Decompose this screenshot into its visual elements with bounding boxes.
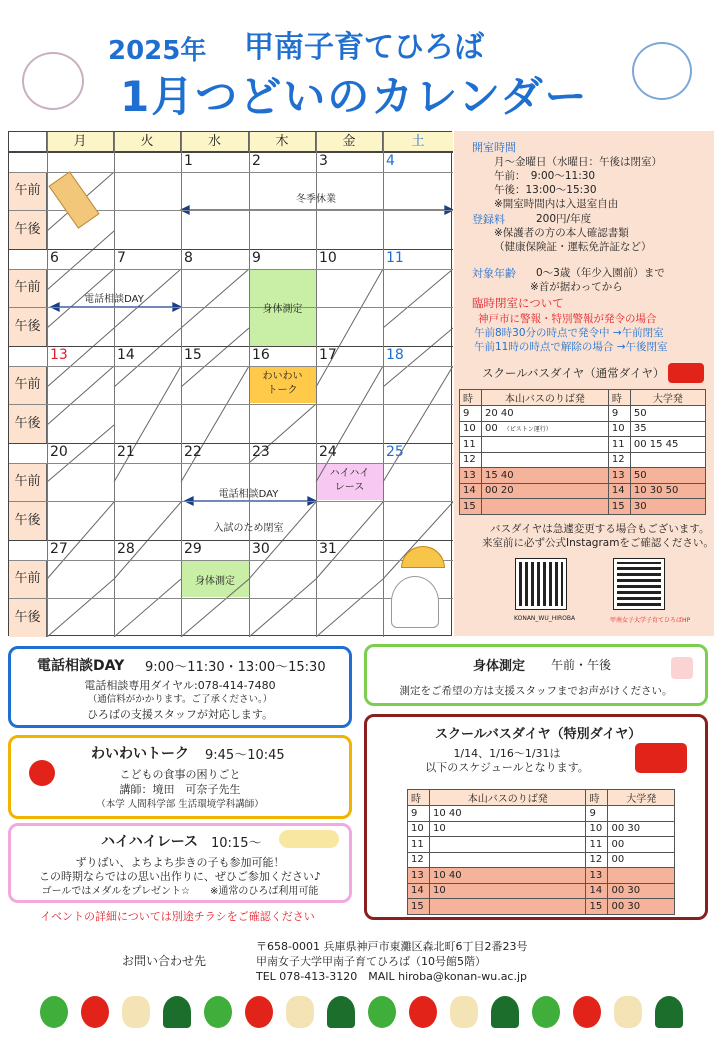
bus-cell: 12 <box>586 852 608 868</box>
bus-note-1: バスダイヤは急遽変更する場合もございます。 <box>490 523 710 535</box>
temp-close-1: 神戸市に警報・特別警報が発令の場合 <box>478 313 657 325</box>
bus-cell: 00 （ピストン運行） <box>482 421 609 437</box>
haihai-line-1: ずりばい、よちよち歩きの子も参加可能！ <box>75 856 285 869</box>
temp-close-2: 午前8時30分の時点で発令中 →午前閉室 <box>474 327 664 339</box>
calendar <box>8 131 452 636</box>
phone-day-line-2: （通信料がかかります。ご了承ください。） <box>87 694 273 705</box>
bus-cell: 10 30 50 <box>630 483 705 499</box>
weekday-tue: 火 <box>114 132 181 152</box>
bus-cell: 11 <box>460 437 482 453</box>
temp-close-title: 臨時閉室について <box>472 296 564 310</box>
facility-name: 甲南子育てひろば <box>244 30 484 65</box>
waiwai-title: わいわいトーク <box>91 746 189 762</box>
bus-cell: 14 <box>608 483 630 499</box>
bus-row <box>408 899 675 915</box>
calendar-date: 7 <box>117 250 126 266</box>
bus-cell: 13 <box>586 868 608 884</box>
mochi-icon <box>286 996 314 1028</box>
bus-row <box>408 852 675 868</box>
bus-cell: 10 <box>586 821 608 837</box>
pm-label: 午後 <box>9 210 47 249</box>
waiwai-box <box>8 735 352 819</box>
calendar-date: 27 <box>50 541 68 557</box>
calendar-date: 15 <box>184 347 202 363</box>
bus-cell: 15 <box>586 899 608 915</box>
bus-cell: 13 <box>408 868 430 884</box>
calendar-date: 23 <box>252 444 270 460</box>
haihai-line-2: この時期ならではの思い出作りに、ぜひご参加ください♪ <box>39 870 321 883</box>
qr-label-instagram: KONAN_WU_HIROBA <box>514 615 576 622</box>
am-label: 午前 <box>9 463 47 501</box>
bus-cell: 10 40 <box>430 868 586 884</box>
bus-cell: 35 <box>630 421 705 437</box>
bus-cell: 50 <box>630 406 705 422</box>
bus-cell: 10 <box>430 883 586 899</box>
calendar-date: 1 <box>184 153 193 169</box>
mochi-icon <box>450 996 478 1028</box>
weekday-thu: 木 <box>249 132 316 152</box>
snake-icon <box>40 996 68 1028</box>
special-bus-box <box>364 714 708 920</box>
kagamimochi-icon <box>391 576 439 628</box>
bus-cell: 13 <box>460 468 482 484</box>
qr-label-homepage: 甲南女子大学子育てひろばHP <box>610 617 691 624</box>
bus-row <box>460 452 706 468</box>
calendar-date: 14 <box>117 347 135 363</box>
contact-tel-mail: TEL 078-413-3120 MAIL hiroba@konan-wu.ac.jp <box>256 970 528 983</box>
age-note: ※首が据わってから <box>530 281 623 293</box>
weekday-sat: 土 <box>383 132 453 152</box>
snake-icon <box>204 996 232 1028</box>
bus-cell: 9 <box>586 806 608 822</box>
haihai-box <box>8 823 352 903</box>
calendar-date: 28 <box>117 541 135 557</box>
bus-cell: 00 30 <box>608 899 675 915</box>
mochi-icon <box>122 996 150 1028</box>
bus-table-special <box>407 789 675 915</box>
fee-note-2: （健康保険証・運転免許証など） <box>494 241 652 253</box>
bus-cell <box>430 837 586 853</box>
mochi-icon <box>614 996 642 1028</box>
bus-cell <box>482 499 609 515</box>
special-bus-line-2: 以下のスケジュールとなります。 <box>425 761 589 774</box>
bus-cell: 13 <box>608 468 630 484</box>
bus-head-hour2: 時 <box>608 390 630 406</box>
bus-cell: 11 <box>408 837 430 853</box>
calendar-date: 30 <box>252 541 270 557</box>
calendar-date: 9 <box>252 250 261 266</box>
bus-cell: 10 <box>460 421 482 437</box>
bus-head-univ: 大学発 <box>630 390 705 406</box>
calendar-date: 13 <box>50 347 68 363</box>
bus-cell: 00 30 <box>608 883 675 899</box>
bus-cell: 11 <box>608 437 630 453</box>
info-panel <box>454 131 714 636</box>
calendar-date: 3 <box>319 153 328 169</box>
event-winter-break: 冬季休業 <box>296 194 336 205</box>
haihai-line-3: ゴールではメダルをプレゼント☆ ※通常のひろば利用可能 <box>41 886 319 897</box>
calendar-date: 25 <box>386 444 404 460</box>
bus-cell: 10 40 <box>430 806 586 822</box>
weekday-wed: 水 <box>181 132 249 152</box>
bus-cell <box>608 806 675 822</box>
event-body-measure-2: 身体測定 <box>195 576 235 587</box>
event-body-measure-1: 身体測定 <box>262 304 303 315</box>
bus-row <box>408 806 675 822</box>
body-measure-title: 身体測定 <box>473 659 526 674</box>
bus-cell <box>430 852 586 868</box>
bus-cell <box>482 437 609 453</box>
bus-cell: 00 30 <box>608 821 675 837</box>
am-label: 午前 <box>9 560 47 598</box>
am-label: 午前 <box>9 366 47 404</box>
bus-cell: 10 <box>608 421 630 437</box>
bus-icon-special <box>635 743 687 773</box>
hours-note: ※開室時間内は入退室自由 <box>494 198 619 210</box>
bus-cell: 00 <box>608 852 675 868</box>
bus-row <box>460 483 706 499</box>
year-label: 2025年 <box>108 36 207 66</box>
calendar-date: 4 <box>386 153 395 169</box>
plum-icon <box>573 996 601 1028</box>
bus-row <box>408 821 675 837</box>
special-head-hour2: 時 <box>586 790 608 806</box>
weekday-fri: 金 <box>316 132 383 152</box>
temp-close-3: 午前11時の時点で解除の場合 →午後閉室 <box>474 341 668 353</box>
pine-icon <box>655 996 683 1028</box>
phone-day-box <box>8 646 352 728</box>
bus-cell: 20 40 <box>482 406 609 422</box>
bus-head-motoyama: 本山バスのりば発 <box>482 390 609 406</box>
bus-row <box>460 421 706 437</box>
pm-label: 午後 <box>9 598 47 637</box>
special-bus-line-1: 1/14、1/16～1/31は <box>453 747 561 760</box>
body-measure-box <box>364 644 708 706</box>
pine-icon <box>491 996 519 1028</box>
qr-code-homepage <box>614 559 664 609</box>
rabbit-icon <box>22 52 84 110</box>
bus-title: スクールバスダイヤ（通常ダイヤ） <box>482 366 665 380</box>
bus-row <box>460 468 706 484</box>
pine-icon <box>163 996 191 1028</box>
bear-icon <box>632 42 692 100</box>
bus-cell: 00 20 <box>482 483 609 499</box>
bus-cell: 10 <box>408 821 430 837</box>
bus-piston-note: （ピストン運行） <box>503 426 552 434</box>
pine-icon <box>327 996 355 1028</box>
bus-cell: 12 <box>460 452 482 468</box>
snake-icon <box>368 996 396 1028</box>
special-head-univ: 大学発 <box>608 790 675 806</box>
bus-cell: 00 <box>608 837 675 853</box>
event-phone-day-1: 電話相談DAY <box>84 294 144 305</box>
bus-row <box>408 883 675 899</box>
calendar-date: 18 <box>386 347 404 363</box>
waiwai-time: 9:45～10:45 <box>205 748 285 763</box>
age-title: 対象年齢 <box>472 267 516 280</box>
waiwai-line-3: （本学 人間科学部 生活環境学科講師） <box>96 799 264 810</box>
fee-title: 登録料 <box>472 213 505 226</box>
calendar-date: 16 <box>252 347 270 363</box>
fee-note-1: ※保護者の方の本人確認書類 <box>494 227 629 239</box>
hours-days: 月～金曜日（水曜日：午後は閉室） <box>494 156 662 168</box>
phone-day-time: 9:00～11:30・13:00～15:30 <box>145 660 326 675</box>
qr-code-instagram <box>516 559 566 609</box>
pm-label: 午後 <box>9 501 47 540</box>
pm-label: 午後 <box>9 307 47 346</box>
baby-crawl-icon <box>279 830 339 848</box>
bus-cell: 00 15 45 <box>630 437 705 453</box>
bus-cell: 12 <box>408 852 430 868</box>
phone-day-line-1: 電話相談専用ダイヤル:078-414-7480 <box>84 679 276 692</box>
age-value: 0～3歳（年少入園前）まで <box>536 267 665 279</box>
contact-org: 甲南女子大学甲南子育てひろば（10号館5階） <box>256 955 486 968</box>
hours-am: 午前： 9:00～11:30 <box>494 170 596 182</box>
event-detail-note: イベントの詳細については別途チラシをご確認ください <box>40 910 315 923</box>
calendar-date: 29 <box>184 541 202 557</box>
bus-cell <box>430 899 586 915</box>
bus-head-hour1: 時 <box>460 390 482 406</box>
haihai-title: ハイハイレース <box>101 834 199 850</box>
body-measure-time: 午前・午後 <box>551 658 612 672</box>
calendar-date: 22 <box>184 444 202 460</box>
pm-label: 午後 <box>9 404 47 443</box>
am-label: 午前 <box>9 172 47 210</box>
bus-cell: 14 <box>408 883 430 899</box>
calendar-date: 8 <box>184 250 193 266</box>
calendar-date: 24 <box>319 444 337 460</box>
am-label: 午前 <box>9 269 47 307</box>
event-exam-closed: 入試のため閉室 <box>213 523 284 534</box>
bus-cell <box>608 868 675 884</box>
bus-row <box>460 406 706 422</box>
hours-pm: 午後：13:00～15:30 <box>494 184 597 196</box>
bus-row <box>460 499 706 515</box>
calendar-date: 10 <box>319 250 337 266</box>
hours-title: 開室時間 <box>472 141 516 154</box>
haihai-time: 10:15～ <box>211 836 262 851</box>
calendar-date: 6 <box>50 250 59 266</box>
calendar-date: 31 <box>319 541 337 557</box>
bus-cell: 9 <box>460 406 482 422</box>
fee-value: 200円/年度 <box>536 213 592 225</box>
plum-icon <box>409 996 437 1028</box>
bus-cell: 30 <box>630 499 705 515</box>
plum-icon <box>245 996 273 1028</box>
bus-cell: 14 <box>586 883 608 899</box>
waiwai-line-2: 講師：境田 可奈子先生 <box>119 783 241 796</box>
page-title: 1月つどいのカレンダー <box>120 72 589 121</box>
bus-table-normal <box>459 389 706 515</box>
contact-address: 〒658-0001 兵庫県神戸市東灘区森北町6丁目2番23号 <box>256 940 528 953</box>
event-haihai-race: ハイハイ レース <box>329 468 370 493</box>
bus-icon <box>668 363 704 383</box>
bus-cell: 15 <box>408 899 430 915</box>
bus-cell: 12 <box>608 452 630 468</box>
bus-cell: 15 <box>460 499 482 515</box>
special-head-motoyama: 本山バスのりば発 <box>430 790 586 806</box>
bus-cell: 14 <box>460 483 482 499</box>
calendar-date: 11 <box>386 250 404 266</box>
bus-cell: 15 40 <box>482 468 609 484</box>
body-measure-line: 測定をご希望の方は支援スタッフまでお声がけください。 <box>399 685 673 697</box>
bus-row <box>408 868 675 884</box>
bus-row <box>408 837 675 853</box>
weekday-mon: 月 <box>47 132 114 152</box>
calendar-date: 21 <box>117 444 135 460</box>
bus-cell: 11 <box>586 837 608 853</box>
calendar-date: 20 <box>50 444 68 460</box>
plum-icon <box>81 996 109 1028</box>
phone-day-line-3: ひろばの支援スタッフが対応します。 <box>86 708 274 721</box>
bus-cell: 50 <box>630 468 705 484</box>
bus-cell: 10 <box>430 821 586 837</box>
waiwai-line-1: こどもの食事の困りごと <box>119 768 241 781</box>
calendar-date: 17 <box>319 347 337 363</box>
event-phone-day-2: 電話相談DAY <box>218 489 279 500</box>
bus-cell: 9 <box>408 806 430 822</box>
bus-note-2: 来室前に必ず公式Instagramをご確認ください。 <box>482 537 714 549</box>
event-waiwai-talk: わいわい トーク <box>262 371 303 396</box>
bus-cell <box>630 452 705 468</box>
bus-cell: 9 <box>608 406 630 422</box>
special-head-hour1: 時 <box>408 790 430 806</box>
special-bus-title: スクールバスダイヤ（特別ダイヤ） <box>435 727 642 742</box>
bus-cell <box>482 452 609 468</box>
decoration-strip <box>40 992 690 1032</box>
bus-row <box>460 437 706 453</box>
snake-icon <box>532 996 560 1028</box>
calendar-date: 2 <box>252 153 261 169</box>
bus-cell: 15 <box>608 499 630 515</box>
contact-label: お問い合わせ先 <box>122 954 207 968</box>
scale-icon <box>671 657 693 679</box>
phone-day-title: 電話相談DAY <box>37 658 125 674</box>
